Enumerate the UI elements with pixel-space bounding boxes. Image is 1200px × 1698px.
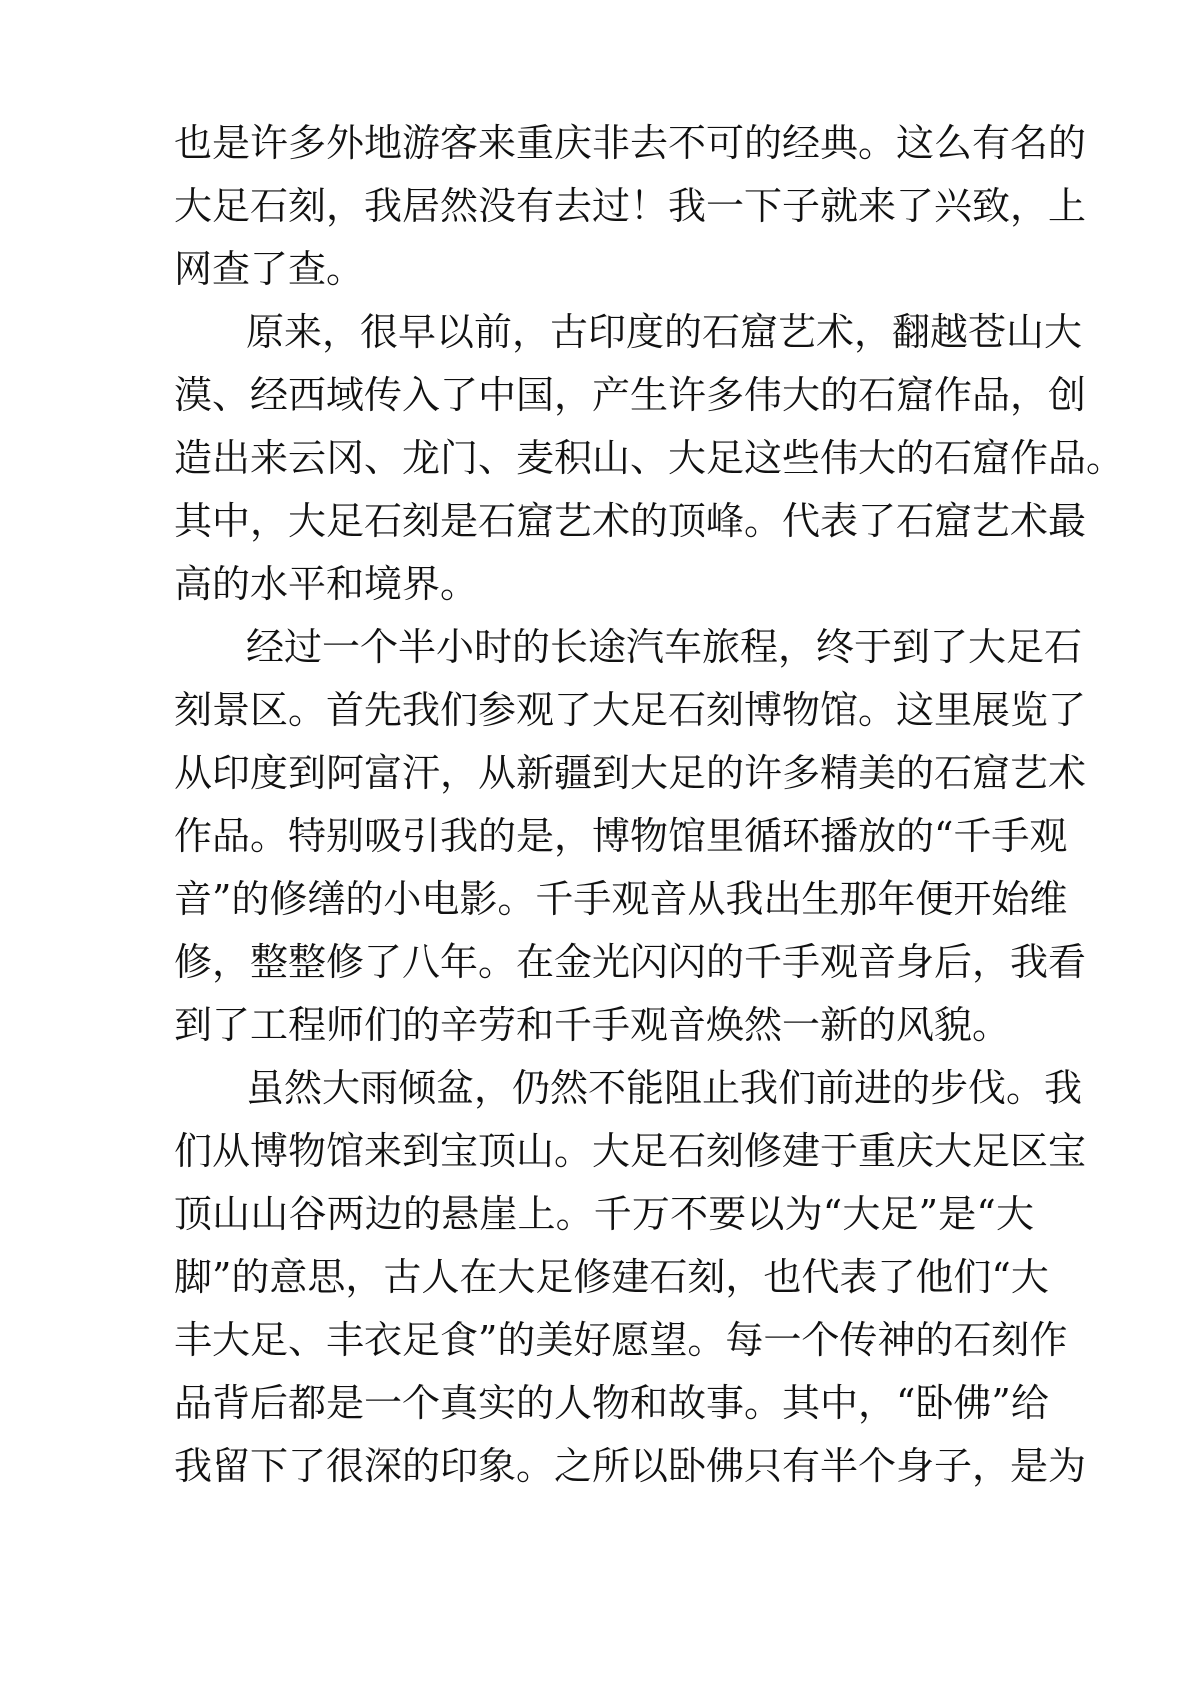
text-line: 漠、经西域传入了中国，产生许多伟大的石窟作品，创 [174, 373, 1087, 417]
text-line: 作品。特别吸引我的是，博物馆里循环播放的“千手观 [174, 814, 1068, 858]
text-line: 造出来云冈、龙门、麦积山、大足这些伟大的石窟作品。 [174, 436, 1125, 480]
text-line: 们从博物馆来到宝顶山。大足石刻修建于重庆大足区宝 [174, 1129, 1087, 1173]
text-line: 品背后都是一个真实的人物和故事。其中，“卧佛”给 [174, 1381, 1049, 1425]
paragraph-start-line: 虽然大雨倾盆，仍然不能阻止我们前进的步伐。我 [246, 1066, 1083, 1110]
paragraph-start-line: 经过一个半小时的长途汽车旅程，终于到了大足石 [246, 625, 1083, 669]
text-line: 音”的修缮的小电影。千手观音从我出生那年便开始维 [174, 877, 1068, 921]
text-line: 我留下了很深的印象。之所以卧佛只有半个身子，是为 [174, 1444, 1087, 1488]
text-line: 修，整整修了八年。在金光闪闪的千手观音身后，我看 [174, 940, 1087, 984]
text-line: 顶山山谷两边的悬崖上。千万不要以为“大足”是“大 [174, 1192, 1034, 1236]
text-line: 高的水平和境界。 [174, 562, 479, 606]
text-line: 也是许多外地游客来重庆非去不可的经典。这么有名的 [174, 121, 1087, 165]
text-line: 脚”的意思，古人在大足修建石刻，也代表了他们“大 [174, 1255, 1049, 1299]
text-line: 刻景区。首先我们参观了大足石刻博物馆。这里展览了 [174, 688, 1087, 732]
body-text [174, 112, 1125, 1498]
text-line: 大足石刻，我居然没有去过！我一下子就来了兴致，上 [174, 184, 1087, 228]
paragraph-start-line: 原来，很早以前，古印度的石窟艺术，翻越苍山大 [246, 310, 1083, 354]
text-line: 到了工程师们的辛劳和千手观音焕然一新的风貌。 [174, 1003, 1011, 1047]
text-line: 其中，大足石刻是石窟艺术的顶峰。代表了石窟艺术最 [174, 499, 1087, 543]
text-line: 从印度到阿富汗，从新疆到大足的许多精美的石窟艺术 [174, 751, 1087, 795]
text-line: 网查了查。 [174, 247, 365, 291]
text-line: 丰大足、丰衣足食”的美好愿望。每一个传神的石刻作 [174, 1318, 1068, 1362]
